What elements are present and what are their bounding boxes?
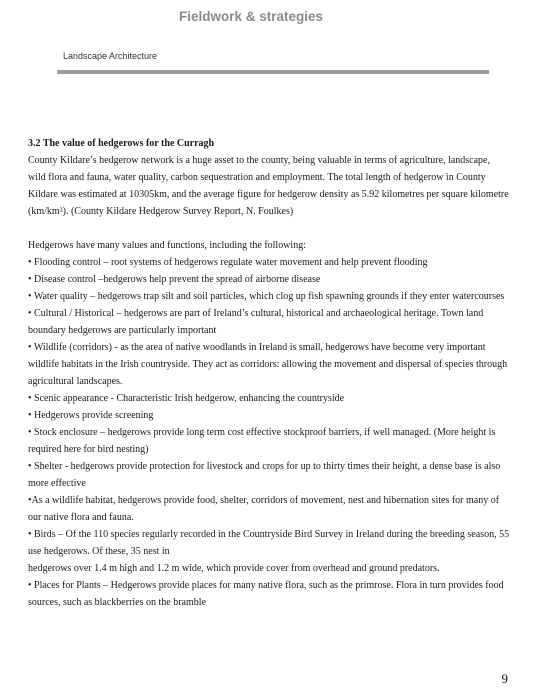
main-content	[28, 135, 510, 611]
list-item	[28, 271, 510, 288]
list-item-line: • Shelter - hedgerows provide protection for livestock and crops for up to thirty times their height, a dense base is also	[28, 461, 501, 472]
intro-line: wild flora and fauna, water quality, carbon sequestration and employment. The total length of hedgerow in County	[28, 172, 486, 183]
intro-line: (km/km²). (County Kildare Hedgerow Survey Report, N. Foulkes)	[28, 206, 294, 217]
list-item-line: • Water quality – hedgerows trap silt and soil particles, which clog up fish spawning grounds if they enter watercourses	[28, 291, 505, 302]
list-item-line: wildlife habitats in the Irish countryside. They act as corridors: allowing the movement and dispersal of species through	[28, 359, 508, 370]
list-item-line: required here for bird nesting)	[28, 444, 149, 455]
list-item-line: sources, such as blackberries on the bramble	[28, 597, 206, 608]
list-item-line: • Scenic appearance - Characteristic Irish hedgerow, enhancing the countryside	[28, 393, 345, 404]
list-item-line: • Birds – Of the 110 species regularly recorded in the Countryside Bird Survey in Ireland during the breeding season, 55	[28, 529, 510, 540]
list-item-line: agricultural landscapes.	[28, 376, 123, 387]
list-intro: Hedgerows have many values and functions, including the following:	[28, 240, 306, 251]
intro-paragraph	[28, 152, 510, 220]
list-item	[28, 390, 510, 407]
list-item	[28, 492, 510, 526]
list-item-line: • Stock enclosure – hedgerows provide long term cost effective stockproof barriers, if well managed. (More height is	[28, 427, 496, 438]
list-item	[28, 407, 510, 424]
list-item-line: • Flooding control – root systems of hedgerows regulate water movement and help prevent flooding	[28, 257, 428, 268]
list-item-line: more effective	[28, 478, 86, 489]
list-item	[28, 254, 510, 271]
intro-line: Kildare was estimated at 10305km, and the average figure for hedgerow density as 5.92 kilometres per square kilometre	[28, 189, 509, 200]
list-item-line: • Wildlife (corridors) - as the area of native woodlands in Ireland is small, hedgerows have become very important	[28, 342, 486, 353]
section-heading: 3.2 The value of hedgerows for the Curragh	[28, 138, 215, 149]
page-number: 9	[501, 671, 508, 686]
hedgerow-functions-list	[28, 254, 510, 611]
list-item	[28, 526, 510, 577]
list-item-line: • Cultural / Historical – hedgerows are part of Ireland’s cultural, historical and archaeological heritage. Town land	[28, 308, 484, 319]
list-item-line: our native flora and fauna.	[28, 512, 134, 523]
list-item	[28, 339, 510, 390]
list-item	[28, 288, 510, 305]
list-item	[28, 305, 510, 339]
list-item-line: hedgerows over 1.4 m high and 1.2 m wide, which provide cover from overhead and ground predators.	[28, 563, 440, 574]
list-item	[28, 458, 510, 492]
list-item-line: •As a wildlife habitat, hedgerows provide food, shelter, corridors of movement, nest and hibernation sites for many of	[28, 495, 500, 506]
list-item	[28, 577, 510, 611]
list-item-line: use hedgerows. Of these, 35 nest in	[28, 546, 170, 557]
document-subtitle: Landscape Architecture	[63, 51, 158, 61]
list-item-line: • Hedgerows provide screening	[28, 410, 154, 421]
list-item-line: boundary hedgerows are particularly important	[28, 325, 217, 336]
list-item-line: • Places for Plants – Hedgerows provide places for many native flora, such as the primrose. Flora in turn provides food	[28, 580, 504, 591]
header-divider	[57, 70, 489, 74]
list-item-line: • Disease control –hedgerows help prevent the spread of airborne disease	[28, 274, 321, 285]
list-item	[28, 424, 510, 458]
intro-line: County Kildare’s hedgerow network is a huge asset to the county, being valuable in terms of agriculture, landscape,	[28, 155, 490, 166]
paragraph-spacer	[28, 220, 510, 237]
page-header-title: Fieldwork & strategies	[178, 9, 323, 24]
